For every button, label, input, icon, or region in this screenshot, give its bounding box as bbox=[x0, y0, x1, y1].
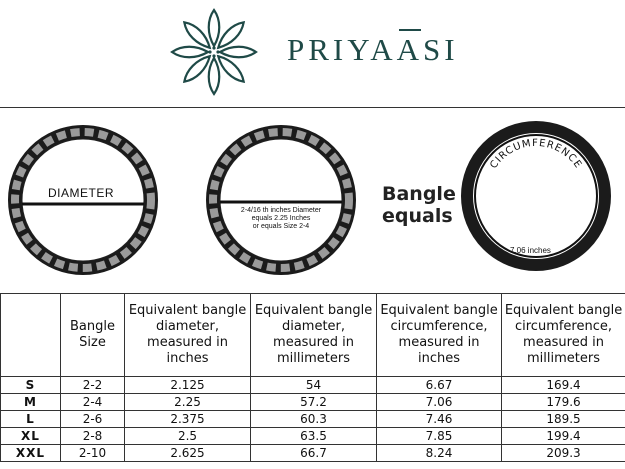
table-header-cell: Equivalent bangle diameter, measured in millimeters bbox=[251, 294, 377, 377]
table-header-cell: Equivalent bangle circumference, measured in inches bbox=[377, 294, 502, 377]
table-cell: 199.4 bbox=[502, 428, 625, 445]
table-cell: 8.24 bbox=[377, 445, 502, 462]
table-cell: 7.85 bbox=[377, 428, 502, 445]
size-label-cell: S bbox=[1, 377, 61, 394]
size-label-cell: L bbox=[1, 411, 61, 428]
table-cell: 66.7 bbox=[251, 445, 377, 462]
bangle-size-table bbox=[0, 293, 625, 462]
table-row bbox=[1, 394, 625, 411]
table-cell: 2.25 bbox=[125, 394, 251, 411]
table-cell: 2-6 bbox=[61, 411, 125, 428]
table-cell: 169.4 bbox=[502, 377, 625, 394]
bangle-ring-icon bbox=[206, 125, 356, 275]
example-ring-caption: 2-4/16 th inches Diameter equals 2.25 Inches or equals Size 2-4 bbox=[240, 207, 322, 230]
table-header-cell: Bangle Size bbox=[61, 294, 125, 377]
size-label-cell: XL bbox=[1, 428, 61, 445]
example-ring-diagram bbox=[206, 125, 356, 275]
table-cell: 179.6 bbox=[502, 394, 625, 411]
table-cell: 2-2 bbox=[61, 377, 125, 394]
table-header-cell: Equivalent bangle circumference, measured in millimeters bbox=[502, 294, 625, 377]
table-cell: 2.375 bbox=[125, 411, 251, 428]
bangle-ring-icon bbox=[8, 125, 158, 275]
table-cell: 209.3 bbox=[502, 445, 625, 462]
table-cell: 189.5 bbox=[502, 411, 625, 428]
lotus-logo-icon bbox=[166, 6, 262, 98]
circumference-ring-diagram bbox=[460, 120, 612, 272]
diameter-ring-diagram bbox=[8, 125, 158, 275]
table-row bbox=[1, 428, 625, 445]
table-cell: 57.2 bbox=[251, 394, 377, 411]
table-cell: 6.67 bbox=[377, 377, 502, 394]
table-cell: 54 bbox=[251, 377, 377, 394]
table-cell: 2.125 bbox=[125, 377, 251, 394]
table-header-cell: Equivalent bangle diameter, measured in inches bbox=[125, 294, 251, 377]
table-header-row bbox=[1, 294, 625, 377]
table-row bbox=[1, 377, 625, 394]
table-cell: 7.06 bbox=[377, 394, 502, 411]
size-label-cell: XXL bbox=[1, 445, 61, 462]
table-cell: 60.3 bbox=[251, 411, 377, 428]
brand-name: PRIYAASI bbox=[287, 32, 459, 67]
size-label-cell: M bbox=[1, 394, 61, 411]
header-divider bbox=[0, 107, 625, 108]
bangle-equals-label: Bangle equals bbox=[382, 183, 456, 227]
table-cell: 2-10 bbox=[61, 445, 125, 462]
table-cell: 2.625 bbox=[125, 445, 251, 462]
table-row bbox=[1, 411, 625, 428]
table-cell: 2.5 bbox=[125, 428, 251, 445]
circumference-value: 7.06 inches bbox=[510, 246, 551, 255]
table-cell: 63.5 bbox=[251, 428, 377, 445]
table-header-cell bbox=[1, 294, 61, 377]
table-cell: 7.46 bbox=[377, 411, 502, 428]
circumference-label: CIRCUMFERENCE bbox=[488, 137, 584, 171]
table-row bbox=[1, 445, 625, 462]
brand-header bbox=[0, 0, 625, 100]
diameter-label: DIAMETER bbox=[48, 186, 115, 200]
table-cell: 2-4 bbox=[61, 394, 125, 411]
table-cell: 2-8 bbox=[61, 428, 125, 445]
